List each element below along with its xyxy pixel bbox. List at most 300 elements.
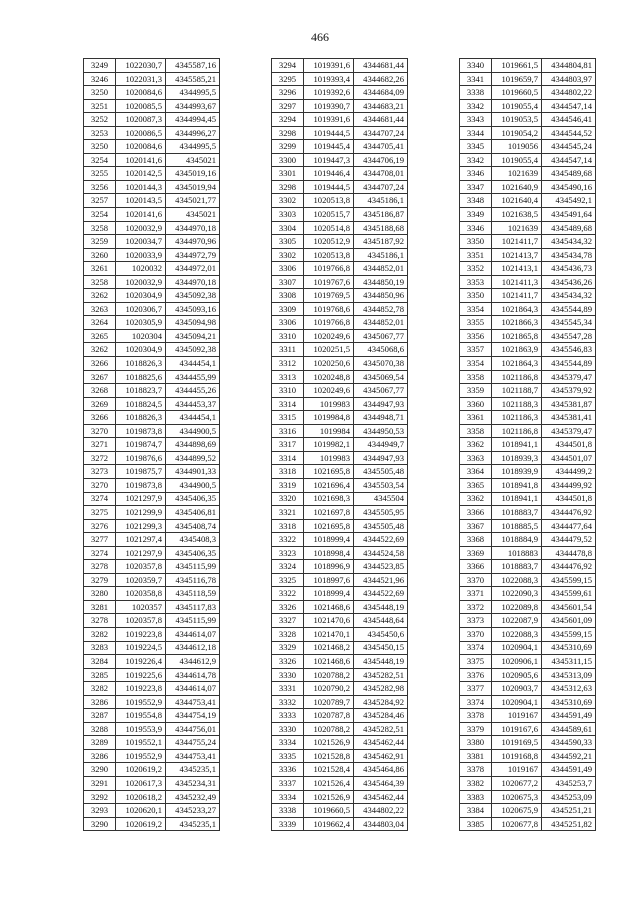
coordinate-x-cell: 1020248,8 <box>304 370 354 384</box>
coordinate-x-cell: 1020787,8 <box>304 709 354 723</box>
point-number-cell: 3365 <box>460 478 492 492</box>
coordinate-x-cell: 1019053,5 <box>492 113 542 127</box>
table-row <box>460 533 596 547</box>
coordinate-y-cell: 4345450,15 <box>354 641 408 655</box>
point-number-cell: 3310 <box>272 329 304 343</box>
coordinate-x-cell: 1020358,8 <box>116 587 166 601</box>
table-row <box>272 465 408 479</box>
table-row <box>460 411 596 425</box>
point-number-cell: 3369 <box>460 546 492 560</box>
point-number-cell: 3326 <box>272 655 304 669</box>
point-number-cell: 3268 <box>84 384 116 398</box>
point-number-cell: 3294 <box>272 113 304 127</box>
coordinate-y-cell: 4344478,8 <box>542 546 596 560</box>
table-row <box>84 709 220 723</box>
coordinate-x-cell: 1018999,4 <box>304 533 354 547</box>
table-row <box>460 519 596 533</box>
point-number-cell: 3290 <box>84 817 116 831</box>
coordinate-x-cell: 1020249,6 <box>304 384 354 398</box>
table-row <box>84 790 220 804</box>
coordinate-y-cell: 4345253,09 <box>542 790 596 804</box>
point-number-cell: 3296 <box>272 86 304 100</box>
coordinate-x-cell: 1021297,9 <box>116 546 166 560</box>
point-number-cell: 3252 <box>84 113 116 127</box>
table-row <box>460 682 596 696</box>
table-row <box>272 262 408 276</box>
coordinate-x-cell: 1019167,6 <box>492 722 542 736</box>
coordinate-y-cell: 4344970,96 <box>166 235 220 249</box>
coordinate-y-cell: 4345599,61 <box>542 587 596 601</box>
table-row <box>272 208 408 222</box>
table-row <box>460 627 596 641</box>
table-row <box>272 397 408 411</box>
table-row <box>84 302 220 316</box>
point-number-cell: 3354 <box>460 357 492 371</box>
coordinate-x-cell: 1018823,7 <box>116 384 166 398</box>
point-number-cell: 3279 <box>84 573 116 587</box>
point-number-cell: 3273 <box>84 465 116 479</box>
coordinate-y-cell: 4344612,18 <box>166 641 220 655</box>
coordinate-y-cell: 4345186,1 <box>354 194 408 208</box>
table-row <box>460 641 596 655</box>
table-row <box>272 411 408 425</box>
coordinate-y-cell: 4344592,21 <box>542 749 596 763</box>
coordinate-x-cell: 1020304 <box>116 329 166 343</box>
coordinate-y-cell: 4345489,68 <box>542 167 596 181</box>
coordinate-x-cell: 1019392,6 <box>304 86 354 100</box>
coordinate-x-cell: 1020618,2 <box>116 790 166 804</box>
coordinate-y-cell: 4344802,22 <box>542 86 596 100</box>
point-number-cell: 3338 <box>460 86 492 100</box>
coordinate-x-cell: 1022090,3 <box>492 587 542 601</box>
coordinate-x-cell: 1021863,9 <box>492 343 542 357</box>
point-number-cell: 3319 <box>272 478 304 492</box>
point-number-cell: 3257 <box>84 194 116 208</box>
point-number-cell: 3338 <box>272 804 304 818</box>
table-row <box>272 343 408 357</box>
coordinate-x-cell: 1019876,6 <box>116 451 166 465</box>
point-number-cell: 3298 <box>272 180 304 194</box>
coordinate-y-cell: 4345092,38 <box>166 289 220 303</box>
coordinate-x-cell: 1019659,7 <box>492 72 542 86</box>
coordinate-x-cell: 1019661,5 <box>492 59 542 73</box>
point-number-cell: 3277 <box>84 533 116 547</box>
table-row <box>84 153 220 167</box>
table-row <box>84 397 220 411</box>
table-row <box>84 533 220 547</box>
point-number-cell: 3362 <box>460 492 492 506</box>
table-row <box>84 126 220 140</box>
coordinate-x-cell: 1020619,2 <box>116 763 166 777</box>
point-number-cell: 3270 <box>84 424 116 438</box>
point-number-cell: 3281 <box>84 600 116 614</box>
table-row <box>272 668 408 682</box>
coordinate-x-cell: 1019552,1 <box>116 736 166 750</box>
point-number-cell: 3345 <box>460 140 492 154</box>
coordinate-x-cell: 1019983 <box>304 451 354 465</box>
table-row <box>84 235 220 249</box>
point-number-cell: 3334 <box>272 736 304 750</box>
point-number-cell: 3302 <box>272 194 304 208</box>
table-row <box>272 736 408 750</box>
coordinate-x-cell: 1020033,9 <box>116 248 166 262</box>
coordinate-y-cell: 4345310,69 <box>542 695 596 709</box>
coordinate-y-cell: 4344753,41 <box>166 749 220 763</box>
coordinate-y-cell: 4345284,46 <box>354 709 408 723</box>
coordinate-x-cell: 1019875,7 <box>116 465 166 479</box>
point-number-cell: 3370 <box>460 627 492 641</box>
coordinate-x-cell: 1020903,7 <box>492 682 542 696</box>
table-row <box>460 546 596 560</box>
coordinate-x-cell: 1021697,8 <box>304 506 354 520</box>
table-row <box>272 99 408 113</box>
coordinate-x-cell: 1019768,6 <box>304 302 354 316</box>
point-number-cell: 3366 <box>460 506 492 520</box>
coordinate-x-cell: 1019984,8 <box>304 411 354 425</box>
point-number-cell: 3272 <box>84 451 116 465</box>
table-row <box>460 384 596 398</box>
table-row <box>272 776 408 790</box>
point-number-cell: 3310 <box>272 384 304 398</box>
point-number-cell: 3259 <box>84 235 116 249</box>
coordinate-x-cell: 1021297,9 <box>116 492 166 506</box>
coordinate-x-cell: 1018883,7 <box>492 506 542 520</box>
coordinate-y-cell: 4344499,2 <box>542 465 596 479</box>
coordinate-x-cell: 1020249,6 <box>304 329 354 343</box>
table-row <box>272 519 408 533</box>
table-row <box>84 384 220 398</box>
point-number-cell: 3327 <box>272 614 304 628</box>
coordinate-y-cell: 4345021 <box>166 153 220 167</box>
coordinate-y-cell: 4345434,32 <box>542 289 596 303</box>
point-number-cell: 3336 <box>272 763 304 777</box>
coordinate-y-cell: 4345093,16 <box>166 302 220 316</box>
table-row <box>460 763 596 777</box>
coordinate-y-cell: 4345116,78 <box>166 573 220 587</box>
table-row <box>460 208 596 222</box>
coordinate-y-cell: 4345235,1 <box>166 817 220 831</box>
coordinate-x-cell: 1020305,9 <box>116 316 166 330</box>
table-row <box>460 749 596 763</box>
coordinate-x-cell: 1019056 <box>492 140 542 154</box>
point-number-cell: 3258 <box>84 221 116 235</box>
point-number-cell: 3380 <box>460 736 492 750</box>
coordinate-x-cell: 1020906,1 <box>492 655 542 669</box>
point-number-cell: 3262 <box>84 343 116 357</box>
coordinate-x-cell: 1020357,8 <box>116 614 166 628</box>
coordinate-x-cell: 1020675,9 <box>492 804 542 818</box>
point-number-cell: 3287 <box>84 709 116 723</box>
point-number-cell: 3351 <box>460 248 492 262</box>
point-number-cell: 3357 <box>460 343 492 357</box>
coordinate-y-cell: 4345436,73 <box>542 262 596 276</box>
coordinate-y-cell: 4345311,15 <box>542 655 596 669</box>
point-number-cell: 3353 <box>460 275 492 289</box>
coordinate-y-cell: 4345490,16 <box>542 180 596 194</box>
coordinate-y-cell: 4345448,64 <box>354 614 408 628</box>
point-number-cell: 3306 <box>272 316 304 330</box>
point-number-cell: 3264 <box>84 316 116 330</box>
coordinate-y-cell: 4344708,01 <box>354 167 408 181</box>
point-number-cell: 3382 <box>460 776 492 790</box>
table-row <box>84 736 220 750</box>
coordinate-x-cell: 1020617,3 <box>116 776 166 790</box>
coordinate-y-cell: 4344591,49 <box>542 709 596 723</box>
coordinate-y-cell: 4344900,5 <box>166 478 220 492</box>
table-row <box>460 235 596 249</box>
table-row <box>272 235 408 249</box>
coordinate-y-cell: 4344477,64 <box>542 519 596 533</box>
point-number-cell: 3283 <box>84 641 116 655</box>
table-row <box>460 709 596 723</box>
table-row <box>272 790 408 804</box>
coordinate-x-cell: 1018824,5 <box>116 397 166 411</box>
point-number-cell: 3260 <box>84 248 116 262</box>
coordinate-y-cell: 4344454,1 <box>166 357 220 371</box>
table-row <box>84 72 220 86</box>
coordinate-x-cell: 1020084,6 <box>116 86 166 100</box>
point-number-cell: 3368 <box>460 533 492 547</box>
coordinate-x-cell: 1019169,5 <box>492 736 542 750</box>
coordinate-x-cell: 1021468,2 <box>304 641 354 655</box>
coordinate-x-cell: 1021411,3 <box>492 275 542 289</box>
table-row <box>460 302 596 316</box>
coordinate-y-cell: 4344972,79 <box>166 248 220 262</box>
coordinate-y-cell: 4344972,01 <box>166 262 220 276</box>
coordinate-x-cell: 1020141,6 <box>116 153 166 167</box>
coordinate-x-cell: 1019167 <box>492 763 542 777</box>
point-number-cell: 3344 <box>460 126 492 140</box>
point-number-cell: 3346 <box>460 221 492 235</box>
coordinate-y-cell: 4345450,6 <box>354 627 408 641</box>
coordinate-x-cell: 1019444,5 <box>304 126 354 140</box>
coordinate-y-cell: 4344614,07 <box>166 682 220 696</box>
coordinate-x-cell: 1021864,3 <box>492 302 542 316</box>
coordinate-y-cell: 4344547,14 <box>542 153 596 167</box>
point-number-cell: 3385 <box>460 817 492 831</box>
coordinate-y-cell: 4344681,44 <box>354 59 408 73</box>
point-number-cell: 3249 <box>84 59 116 73</box>
coordinate-x-cell: 1018996,9 <box>304 560 354 574</box>
coordinate-y-cell: 4344455,26 <box>166 384 220 398</box>
coordinate-x-cell: 1020619,2 <box>116 817 166 831</box>
point-number-cell: 3269 <box>84 397 116 411</box>
coordinate-y-cell: 4345406,35 <box>166 546 220 560</box>
table-row <box>84 329 220 343</box>
table-row <box>460 72 596 86</box>
coordinate-x-cell: 1021639 <box>492 167 542 181</box>
table-row <box>272 370 408 384</box>
coordinate-x-cell: 1021696,4 <box>304 478 354 492</box>
coordinate-y-cell: 4344523,85 <box>354 560 408 574</box>
coordinate-y-cell: 4344682,26 <box>354 72 408 86</box>
table-row <box>272 180 408 194</box>
table-row <box>84 357 220 371</box>
table-row <box>84 59 220 73</box>
coordinate-y-cell: 4345448,19 <box>354 600 408 614</box>
point-number-cell: 3316 <box>272 424 304 438</box>
coordinate-x-cell: 1020087,3 <box>116 113 166 127</box>
coordinate-x-cell: 1019393,4 <box>304 72 354 86</box>
coordinate-x-cell: 1021526,9 <box>304 790 354 804</box>
coordinate-y-cell: 4344612,9 <box>166 655 220 669</box>
point-number-cell: 3374 <box>460 641 492 655</box>
table-row <box>460 573 596 587</box>
table-row <box>84 208 220 222</box>
coordinate-y-cell: 4344993,67 <box>166 99 220 113</box>
table-row <box>84 316 220 330</box>
table-row <box>84 275 220 289</box>
coordinate-y-cell: 4345115,99 <box>166 560 220 574</box>
coordinate-x-cell: 1020304,9 <box>116 289 166 303</box>
coordinate-y-cell: 4345187,92 <box>354 235 408 249</box>
coordinate-y-cell: 4344803,04 <box>354 817 408 831</box>
point-number-cell: 3301 <box>272 167 304 181</box>
point-number-cell: 3356 <box>460 329 492 343</box>
coordinate-x-cell: 1019445,4 <box>304 140 354 154</box>
coordinate-y-cell: 4345186,87 <box>354 208 408 222</box>
table-row <box>84 655 220 669</box>
table-row <box>272 424 408 438</box>
point-number-cell: 3348 <box>460 194 492 208</box>
point-number-cell: 3299 <box>272 140 304 154</box>
table-row <box>460 614 596 628</box>
coordinate-x-cell: 1021470,6 <box>304 614 354 628</box>
point-number-cell: 3308 <box>272 289 304 303</box>
coordinate-y-cell: 4344705,41 <box>354 140 408 154</box>
point-number-cell: 3282 <box>84 627 116 641</box>
point-number-cell: 3278 <box>84 560 116 574</box>
coordinate-x-cell: 1021468,6 <box>304 655 354 669</box>
coordinate-y-cell: 4344948,71 <box>354 411 408 425</box>
table-row <box>272 275 408 289</box>
table-row <box>460 655 596 669</box>
point-number-cell: 3358 <box>460 370 492 384</box>
point-number-cell: 3352 <box>460 262 492 276</box>
point-number-cell: 3340 <box>460 59 492 73</box>
point-number-cell: 3337 <box>272 776 304 790</box>
table-row <box>272 329 408 343</box>
coordinate-x-cell: 1020359,7 <box>116 573 166 587</box>
point-number-cell: 3289 <box>84 736 116 750</box>
coordinate-x-cell: 1020142,5 <box>116 167 166 181</box>
point-number-cell: 3303 <box>272 208 304 222</box>
table-row <box>84 519 220 533</box>
table-row <box>84 546 220 560</box>
table-row <box>84 411 220 425</box>
coordinate-y-cell: 4344901,33 <box>166 465 220 479</box>
coordinate-y-cell: 4345379,47 <box>542 370 596 384</box>
coordinate-x-cell: 1019767,6 <box>304 275 354 289</box>
coordinate-y-cell: 4344476,92 <box>542 560 596 574</box>
coordinate-y-cell: 4344614,78 <box>166 668 220 682</box>
coordinate-x-cell: 1021640,9 <box>492 180 542 194</box>
point-number-cell: 3341 <box>460 72 492 86</box>
coordinate-x-cell: 1020513,8 <box>304 194 354 208</box>
coordinate-y-cell: 4345282,98 <box>354 682 408 696</box>
coordinate-y-cell: 4345310,69 <box>542 641 596 655</box>
coordinate-y-cell: 4345599,15 <box>542 573 596 587</box>
table-row <box>84 194 220 208</box>
coordinate-x-cell: 1019984 <box>304 424 354 438</box>
coordinate-y-cell: 4344804,81 <box>542 59 596 73</box>
coordinate-y-cell: 4345069,54 <box>354 370 408 384</box>
table-row <box>460 99 596 113</box>
table-row <box>460 587 596 601</box>
coordinate-y-cell: 4344683,21 <box>354 99 408 113</box>
coordinate-y-cell: 4344947,93 <box>354 397 408 411</box>
point-number-cell: 3311 <box>272 343 304 357</box>
coordinate-x-cell: 1020032,9 <box>116 221 166 235</box>
coordinate-x-cell: 1021528,4 <box>304 763 354 777</box>
point-number-cell: 3330 <box>272 668 304 682</box>
coordinate-x-cell: 1018885,5 <box>492 519 542 533</box>
coordinate-x-cell: 1019982,1 <box>304 438 354 452</box>
table-row <box>84 180 220 194</box>
coordinate-y-cell: 4345505,48 <box>354 465 408 479</box>
coordinate-y-cell: 4345503,54 <box>354 478 408 492</box>
coordinate-y-cell: 4345544,89 <box>542 302 596 316</box>
point-number-cell: 3250 <box>84 86 116 100</box>
coordinate-y-cell: 4344949,7 <box>354 438 408 452</box>
point-number-cell: 3284 <box>84 655 116 669</box>
table-row <box>272 655 408 669</box>
coordinate-y-cell: 4344454,1 <box>166 411 220 425</box>
coordinate-y-cell: 4345094,21 <box>166 329 220 343</box>
point-number-cell: 3370 <box>460 573 492 587</box>
coordinate-x-cell: 1019766,8 <box>304 316 354 330</box>
point-number-cell: 3346 <box>460 167 492 181</box>
table-row <box>460 153 596 167</box>
coordinate-x-cell: 1019054,2 <box>492 126 542 140</box>
point-number-cell: 3271 <box>84 438 116 452</box>
coordinate-y-cell: 4344995,5 <box>166 86 220 100</box>
point-number-cell: 3270 <box>84 478 116 492</box>
point-number-cell: 3349 <box>460 208 492 222</box>
coordinate-y-cell: 4345094,98 <box>166 316 220 330</box>
point-number-cell: 3290 <box>84 763 116 777</box>
table-row <box>84 262 220 276</box>
coordinate-y-cell: 4345436,26 <box>542 275 596 289</box>
point-number-cell: 3307 <box>272 275 304 289</box>
coordinate-y-cell: 4344681,44 <box>354 113 408 127</box>
table-row <box>84 140 220 154</box>
coordinate-x-cell: 1019766,8 <box>304 262 354 276</box>
coordinate-x-cell: 1020512,9 <box>304 235 354 249</box>
coordinate-x-cell: 1018998,4 <box>304 546 354 560</box>
coordinate-y-cell: 4345115,99 <box>166 614 220 628</box>
coordinate-y-cell: 4345462,44 <box>354 736 408 750</box>
coordinate-y-cell: 4345492,1 <box>542 194 596 208</box>
table-row <box>272 302 408 316</box>
coordinate-x-cell: 1018825,6 <box>116 370 166 384</box>
coordinate-x-cell: 1021188,7 <box>492 384 542 398</box>
coordinate-y-cell: 4345381,87 <box>542 397 596 411</box>
coordinate-x-cell: 1020904,1 <box>492 641 542 655</box>
coordinate-y-cell: 4345585,21 <box>166 72 220 86</box>
coordinate-x-cell: 1019873,8 <box>116 478 166 492</box>
coordinate-y-cell: 4344947,93 <box>354 451 408 465</box>
coordinate-y-cell: 4344453,37 <box>166 397 220 411</box>
point-number-cell: 3255 <box>84 167 116 181</box>
coordinates-table-left <box>83 58 220 831</box>
coordinate-y-cell: 4345068,6 <box>354 343 408 357</box>
point-number-cell: 3266 <box>84 411 116 425</box>
table-row <box>272 614 408 628</box>
coordinate-x-cell: 1021411,7 <box>492 289 542 303</box>
table-row <box>84 627 220 641</box>
coordinate-x-cell: 1021299,9 <box>116 506 166 520</box>
